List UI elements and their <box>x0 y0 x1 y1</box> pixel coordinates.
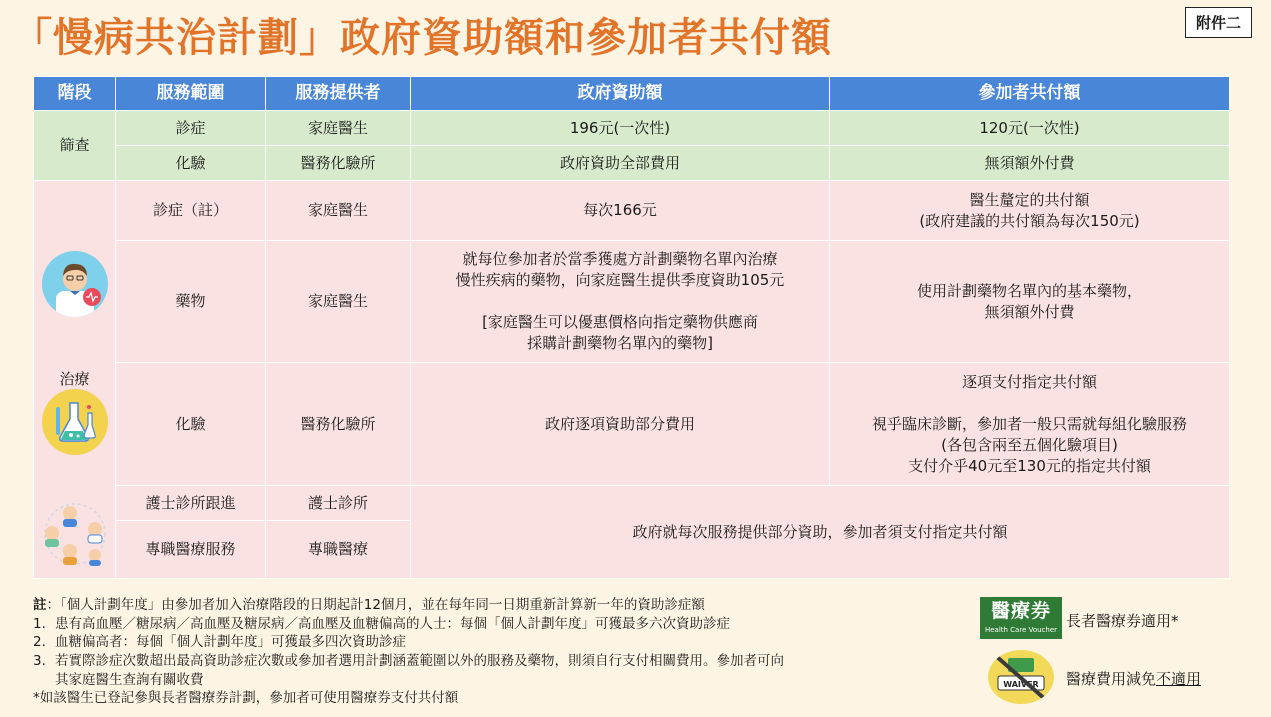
table-header-row <box>34 77 1230 111</box>
voucher-logo-icon <box>980 597 1062 639</box>
provider-cell: 家庭醫生 <box>266 111 411 146</box>
merged-subsidy-cell: 政府就每次服務提供部分資助，參加者須支付指定共付額 <box>411 486 1230 579</box>
provider-cell: 家庭醫生 <box>266 181 411 241</box>
voucher-applicable-text: 長者醫療券適用* <box>1066 612 1179 630</box>
provider-cell: 醫務化驗所 <box>266 363 411 486</box>
scope-cell: 診症（註） <box>116 181 266 241</box>
header-stage: 階段 <box>34 77 116 111</box>
table-row <box>34 181 1230 241</box>
table-row <box>34 241 1230 363</box>
copay-cell: 逐項支付指定共付額 視乎臨床診斷，參加者一般只需就每組化驗服務 (各包含兩至五個化驗項目) 支付介乎40元至130元的指定共付額 <box>830 363 1230 486</box>
voucher-logo-text: 醫療券 <box>990 600 1051 622</box>
note-number: 2. <box>33 634 46 651</box>
copay-cell: 使用計劃藥物名單內的基本藥物， 無須額外付費 <box>830 241 1230 363</box>
waiver-text: 醫療費用減免 <box>1066 670 1157 688</box>
gov-subsidy-cell: 政府資助全部費用 <box>411 146 830 181</box>
provider-cell: 家庭醫生 <box>266 241 411 363</box>
scope-cell: 診症 <box>116 111 266 146</box>
gov-subsidy-cell: 政府逐項資助部分費用 <box>411 363 830 486</box>
subsidy-table <box>33 76 1230 579</box>
note-text: 若實際診症次數超出最高資助診症次數或參加者選用計劃涵蓋範圍以外的服務及藥物，則須自行支付相關費用。參加者可向 其家庭醫生查詢有關收費 <box>55 652 784 688</box>
note-number: 3. <box>33 652 46 669</box>
scope-cell: 化驗 <box>116 146 266 181</box>
note-text: 患有高血壓／糖尿病／高血壓及糖尿病／高血壓及血糖偏高的人士：每個「個人計劃年度」可獲最多六次資助診症 <box>55 615 730 632</box>
note-item <box>33 615 784 634</box>
page-title: 「慢病共治計劃」政府資助額和參加者共付額 <box>12 15 832 61</box>
table-row <box>34 146 1230 181</box>
notes-block <box>33 596 784 708</box>
note-main-text: ：「個人計劃年度」由參加者加入治療階段的日期起計12個月，並在每年同一日期重新計算新一年的資助診症額 <box>46 597 705 613</box>
copay-cell: 醫生釐定的共付額 (政府建議的共付額為每次150元) <box>830 181 1230 241</box>
header-scope: 服務範圍 <box>116 77 266 111</box>
waiver-icon <box>988 650 1054 704</box>
scope-cell: 專職醫療服務 <box>116 521 266 579</box>
note-text: 血糖偏高者：每個「個人計劃年度」可獲最多四次資助診症 <box>55 634 406 651</box>
waiver-label: WAIVER <box>1003 680 1039 689</box>
provider-cell: 專職醫療 <box>266 521 411 579</box>
stage-treatment-cell <box>34 181 116 579</box>
note-footer: *如該醫生已登記參與長者醫療券計劃，參加者可使用醫療券支付共付額 <box>33 690 459 707</box>
provider-cell: 護士診所 <box>266 486 411 521</box>
scope-cell: 化驗 <box>116 363 266 486</box>
note-main <box>33 596 784 615</box>
note-main-label: 註 <box>33 597 47 613</box>
copay-cell: 無須額外付費 <box>830 146 1230 181</box>
scope-cell: 藥物 <box>116 241 266 363</box>
gov-subsidy-cell: 就每位參加者於當季獲處方計劃藥物名單內治療 慢性疾病的藥物，向家庭醫生提供季度資助105元 [家庭醫生可以優惠價格向指定藥物供應商 採購計劃藥物名單內的藥物] <box>411 241 830 363</box>
gov-subsidy-cell: 196元(一次性) <box>411 111 830 146</box>
copay-cell: 120元(一次性) <box>830 111 1230 146</box>
note-item <box>33 652 784 689</box>
header-gov-subsidy: 政府資助額 <box>411 77 830 111</box>
stage-screening: 篩查 <box>34 111 116 181</box>
doctor-icon <box>42 251 108 317</box>
stage-treatment: 治療 <box>59 370 90 388</box>
header-provider: 服務提供者 <box>266 77 411 111</box>
header-copayment: 參加者共付額 <box>830 77 1230 111</box>
scope-cell: 護士診所跟進 <box>116 486 266 521</box>
gov-subsidy-cell: 每次166元 <box>411 181 830 241</box>
table-row <box>34 486 1230 521</box>
table-row <box>34 111 1230 146</box>
lab-flask-icon <box>42 389 108 455</box>
not-applicable-text: 不適用 <box>1156 670 1202 688</box>
table-row <box>34 363 1230 486</box>
annex-label: 附件二 <box>1185 7 1252 38</box>
voucher-logo-subtext: Health Care Voucher <box>984 626 1058 634</box>
provider-cell: 醫務化驗所 <box>266 146 411 181</box>
care-team-icon <box>40 499 110 575</box>
note-number: 1. <box>33 615 46 632</box>
note-item <box>33 633 784 652</box>
waiver-not-applicable-text <box>1066 668 1201 689</box>
